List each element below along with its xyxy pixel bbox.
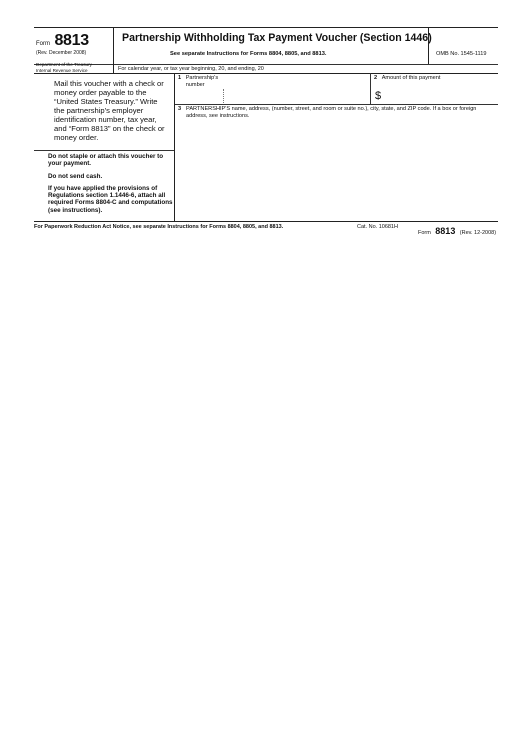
partnership-number-input[interactable] [175,89,369,103]
field3-label [178,106,494,119]
field2-text: Amount of this payment [381,75,441,81]
omb-number: OMB No. 1545-1119 [436,51,487,57]
service-line: Internal Revenue Service [36,67,88,73]
revision-date: (Rev. December 2008) [36,50,87,56]
form-title: Partnership Withholding Tax Payment Voucher (Section 1446) [122,32,432,44]
form-8813-voucher [34,27,498,222]
department-name [36,62,114,73]
paperwork-notice: For Paperwork Reduction Act Notice, see separate Instructions for Forms 8804, 8805, and 8813. [34,224,284,230]
payment-amount-input[interactable] [386,87,496,103]
field2-number: 2 [374,75,378,81]
footer-revision: (Rev. 12-2008) [459,230,497,236]
tax-year-line[interactable]: For calendar year, or tax year beginning, 20, and ending, 20 [118,66,264,72]
tax-year-divider [34,73,498,74]
provisions-note: If you have applied the provisions of Regulations section 1.1446-6, attach all required Forms 8804-C and computations (see instructions). [48,185,173,214]
field2-label [374,75,440,82]
form-number: 8813 [54,32,89,49]
field1-text: Partnership's number [185,75,219,88]
footer-form-id [418,221,496,239]
left-panel-divider [34,150,174,151]
no-cash-note: Do not send cash. [48,173,103,180]
department-line: Department of the Treasury [36,62,92,67]
field1-label [178,75,238,88]
partnership-address-input[interactable] [178,123,494,219]
field-divider [370,73,371,104]
form-subtitle: See separate Instructions for Forms 8804, 8805, and 8813. [170,51,327,57]
mailing-instructions: Mail this voucher with a check or money order payable to the “United States Treasury.” Write the partnership's employer identification number, tax year, and “Form 8813” on the check or money order. [54,79,165,142]
no-staple-note: Do not staple or attach this voucher to your payment. [48,153,164,168]
form-word: Form [36,41,50,47]
field3-text: PARTNERSHIP'S name, address, (number, street, and room or suite no.), city, state, and ZIP code. If a box or foreign address, see instructions. [186,106,477,119]
catalog-number: Cat. No. 10681H [357,224,398,230]
field1-number: 1 [178,75,182,81]
footer-form-number: 8813 [435,226,456,236]
field3-number: 3 [178,106,182,112]
footer-form-word: Form [418,230,431,236]
form-id [36,32,89,50]
row1-divider [174,104,498,105]
dollar-sign: $ [375,90,382,102]
